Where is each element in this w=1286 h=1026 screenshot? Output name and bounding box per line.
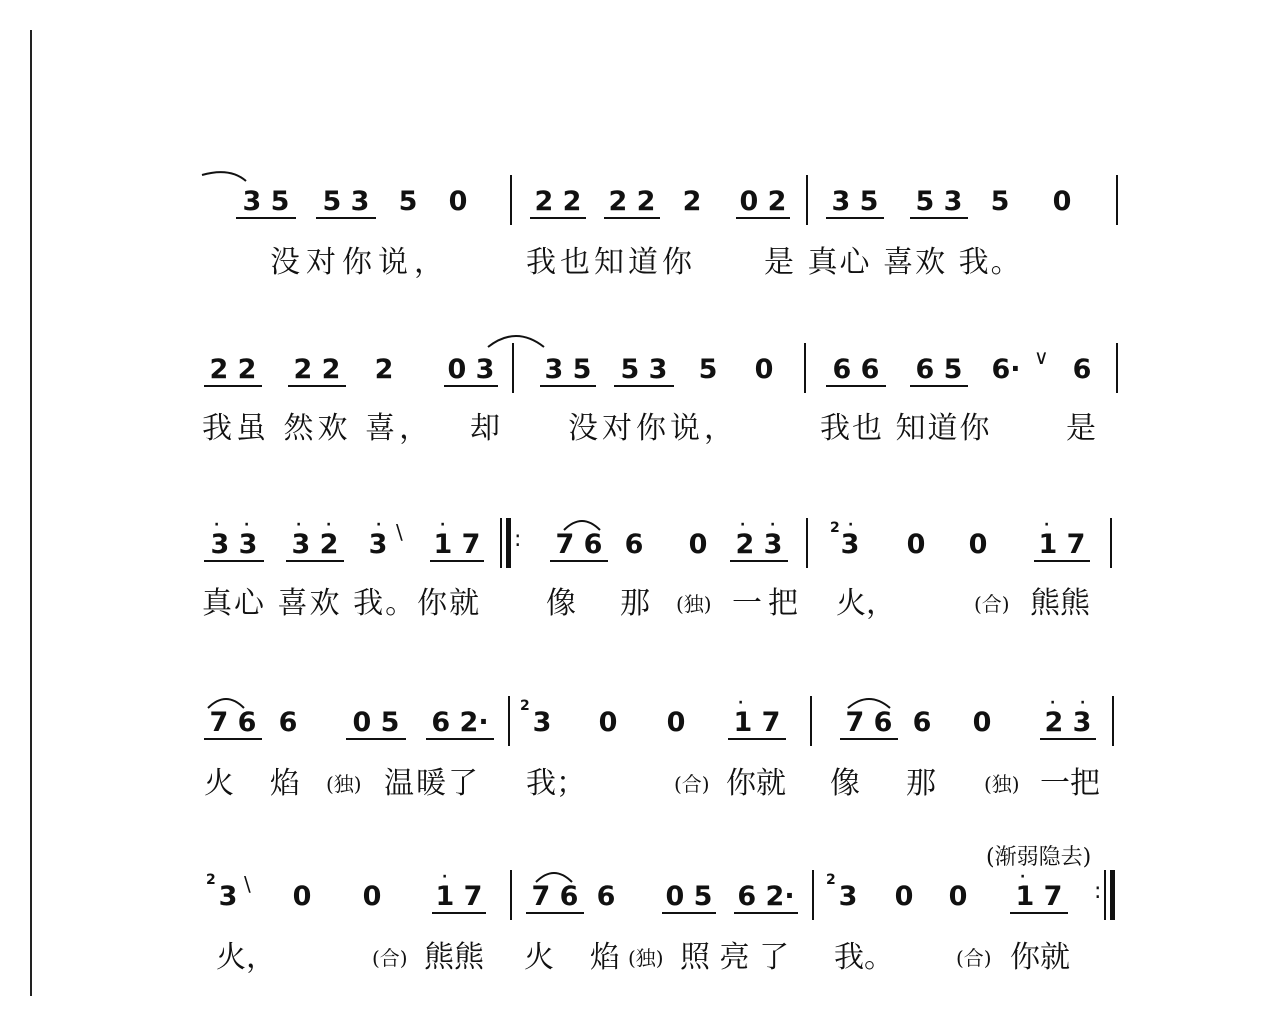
note: 2 [682, 186, 702, 217]
lyric-row [0, 584, 1286, 624]
lyric-text: 焰 [270, 766, 300, 801]
lyric-text: 照 亮 了 [680, 940, 790, 975]
note: 0 [362, 881, 382, 912]
lyric-text: 焰 [590, 940, 620, 975]
note-group: 3 5 [540, 355, 596, 387]
lyric-text: 我虽 然欢 喜， [202, 411, 434, 446]
note-group: 5 3 [316, 187, 376, 219]
note-group: 6 6 [826, 355, 886, 387]
glissando-mark: \ [396, 520, 403, 544]
lyric-row [0, 938, 1286, 978]
note-group: 5 3 [910, 187, 968, 219]
barline [1104, 870, 1106, 920]
note: 5 [698, 354, 718, 385]
note-group: 0 3 [444, 355, 498, 387]
octave-dot: · [738, 695, 744, 711]
lyric-text: 温暖了 [384, 766, 480, 801]
lyric-text: 我也知道你 [526, 245, 696, 280]
note-group: 7 6 [204, 708, 262, 740]
barline [810, 696, 812, 746]
chorus-mark: (合) [974, 592, 1010, 616]
octave-dot: · [214, 517, 220, 533]
notation-row [0, 870, 1286, 920]
lyric-text: 熊熊 [1030, 586, 1090, 621]
note-group: 2 2 [530, 187, 586, 219]
note: 0 [688, 529, 708, 560]
note-group: 0 5 [346, 708, 406, 740]
octave-dot: · [1044, 517, 1050, 533]
breath-mark: ∨ [1034, 345, 1049, 369]
note: 3 [840, 529, 860, 560]
note-group: 3 5 [826, 187, 884, 219]
note-group: 1 7 [430, 530, 484, 562]
note: 3 [532, 707, 552, 738]
grace-note: 2 [206, 872, 216, 888]
note-group: 6 2· [426, 708, 494, 740]
barline [1110, 518, 1112, 568]
lyric-text: 火 [524, 940, 554, 975]
note: 3 [218, 881, 238, 912]
note-group: 7 6 [526, 882, 584, 914]
note-group: 3 5 [236, 187, 296, 219]
notation-row [0, 518, 1286, 568]
note: 6 [1072, 354, 1092, 385]
lyric-text: 是 [1066, 411, 1096, 446]
note: 6· [991, 354, 1021, 385]
barline [1112, 696, 1114, 746]
repeat-barline [506, 518, 511, 568]
note-group: 7 6 [840, 708, 898, 740]
lyric-text: 没对你说， [270, 245, 450, 280]
note: 0 [968, 529, 988, 560]
notation-row [0, 343, 1286, 393]
lyric-text: 像 [546, 586, 576, 621]
octave-dot: · [244, 517, 250, 533]
note: 0 [448, 186, 468, 217]
lyric-text: 你就 [726, 766, 786, 801]
lyric-text: 那 [620, 586, 650, 621]
lyric-row [0, 243, 1286, 283]
barline [510, 870, 512, 920]
barline [500, 518, 502, 568]
lyric-text: 我； [526, 766, 586, 801]
note-group: 2 2 [288, 355, 346, 387]
note: 0 [754, 354, 774, 385]
barline [1116, 343, 1118, 393]
octave-dot: · [848, 517, 854, 533]
lyric-text: 火， [216, 940, 276, 975]
octave-dot: · [740, 517, 746, 533]
solo-mark: (独) [984, 772, 1020, 796]
dynamics-direction: (渐弱隐去) [986, 845, 1092, 870]
note-group: 2 2 [604, 187, 660, 219]
note: 6 [912, 707, 932, 738]
octave-dot: · [376, 517, 382, 533]
lyric-text: 没对你说， [568, 411, 738, 446]
solo-mark: (独) [326, 772, 362, 796]
repeat-dots: : [1094, 879, 1102, 904]
barline [806, 518, 808, 568]
lyric-text: 你就 [1010, 940, 1070, 975]
note-group: 3 2 [286, 530, 344, 562]
note-group: 2 3 [730, 530, 788, 562]
lyric-text: 一把 [732, 586, 804, 621]
grace-note: 2 [520, 698, 530, 714]
grace-note: 2 [826, 872, 836, 888]
note: 5 [398, 186, 418, 217]
lyric-text: 一把 [1040, 766, 1100, 801]
note: 0 [666, 707, 686, 738]
lyric-text: 熊熊 [424, 940, 484, 975]
barline [510, 175, 512, 225]
note: 5 [990, 186, 1010, 217]
note-group: 2 2 [204, 355, 262, 387]
chorus-mark: (合) [674, 772, 710, 796]
lyric-text: 火 [204, 766, 234, 801]
barline [1116, 175, 1118, 225]
lyric-text: 真心 喜欢 我。你就 [202, 586, 482, 621]
chorus-mark: (合) [372, 946, 408, 970]
note: 6 [278, 707, 298, 738]
lyric-text: 那 [906, 766, 936, 801]
note: 0 [948, 881, 968, 912]
note: 0 [598, 707, 618, 738]
note: 3 [838, 881, 858, 912]
note: 0 [1052, 186, 1072, 217]
note: 0 [292, 881, 312, 912]
solo-mark: (独) [628, 946, 664, 970]
notation-row [0, 175, 1286, 225]
octave-dot: · [442, 869, 448, 885]
note-group: 0 5 [662, 882, 716, 914]
barline [806, 175, 808, 225]
note-group: 6 2· [734, 882, 798, 914]
note-group: 6 5 [910, 355, 968, 387]
lyric-text: 是 真心 喜欢 我。 [764, 245, 1023, 280]
octave-dot: · [326, 517, 332, 533]
octave-dot: · [770, 517, 776, 533]
note-group: 1 7 [1010, 882, 1068, 914]
octave-dot: · [440, 517, 446, 533]
octave-dot: · [1020, 869, 1026, 885]
solo-mark: (独) [676, 592, 712, 616]
lyric-text: 我。 [834, 940, 894, 975]
lyric-row [0, 764, 1286, 804]
note-group: 0 2 [736, 187, 790, 219]
note-group: 1 7 [432, 882, 486, 914]
note-group: 5 3 [614, 355, 674, 387]
chorus-mark: (合) [956, 946, 992, 970]
lyric-row [0, 409, 1286, 449]
note: 0 [906, 529, 926, 560]
repeat-dots: : [514, 527, 522, 552]
note-group: 7 6 [550, 530, 608, 562]
glissando-mark: \ [244, 872, 251, 896]
note: 6 [624, 529, 644, 560]
lyric-text: 却 [470, 411, 500, 446]
barline [508, 696, 510, 746]
octave-dot: · [1080, 695, 1086, 711]
barline [804, 343, 806, 393]
lyric-text: 火， [836, 586, 896, 621]
notation-row [0, 696, 1286, 746]
barline [812, 870, 814, 920]
repeat-barline [1110, 870, 1115, 920]
note-group: 1 7 [1034, 530, 1090, 562]
lyric-text: 我也 知道你 [820, 411, 992, 446]
note-group: 2 3 [1040, 708, 1096, 740]
note: 3 [368, 529, 388, 560]
note-group: 1 7 [728, 708, 786, 740]
grace-note: 2 [830, 520, 840, 536]
note: 0 [972, 707, 992, 738]
octave-dot: · [296, 517, 302, 533]
note-group: 3 3 [204, 530, 264, 562]
note: 0 [894, 881, 914, 912]
note: 6 [596, 881, 616, 912]
lyric-text: 像 [830, 766, 860, 801]
barline [512, 343, 514, 393]
note: 2 [374, 354, 394, 385]
octave-dot: · [1050, 695, 1056, 711]
